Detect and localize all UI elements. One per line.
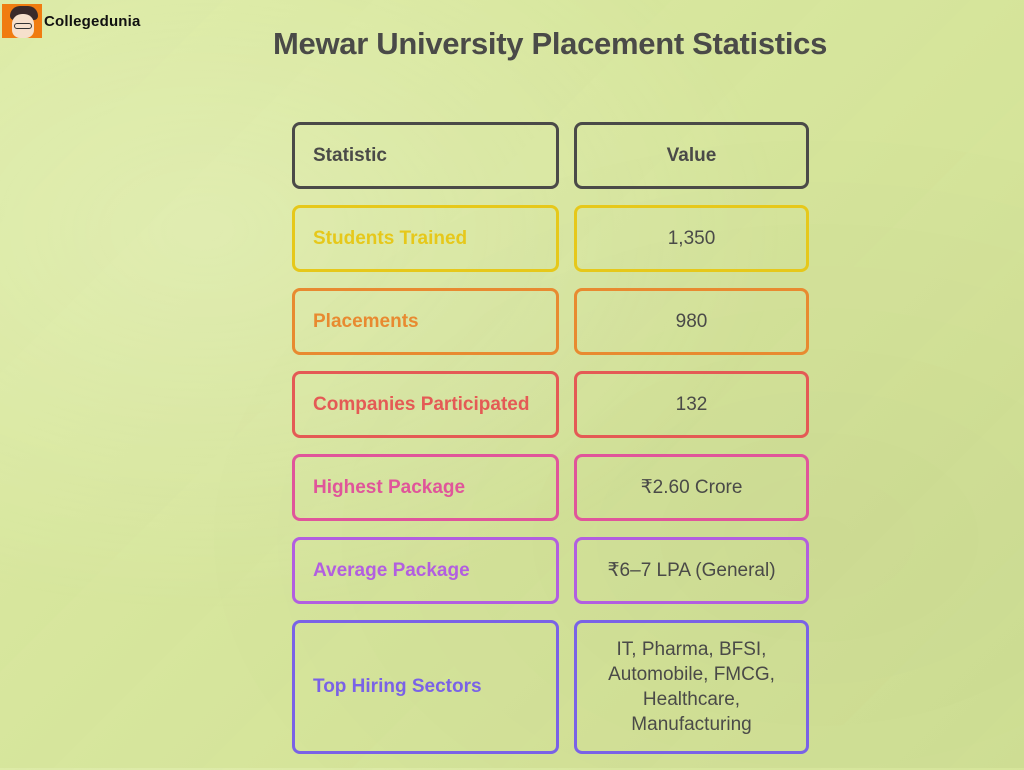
statistic-value: IT, Pharma, BFSI, Automobile, FMCG, Healthcare, Manufacturing <box>574 620 809 754</box>
table-row <box>292 537 809 604</box>
header-statistic: Statistic <box>292 122 559 189</box>
table-row <box>292 454 809 521</box>
table-header-row <box>292 122 809 189</box>
statistic-label: Placements <box>292 288 559 355</box>
statistic-label: Top Hiring Sectors <box>292 620 559 754</box>
statistic-label: Highest Package <box>292 454 559 521</box>
page-title: Mewar University Placement Statistics <box>272 26 828 61</box>
statistic-label: Students Trained <box>292 205 559 272</box>
brand-name: Collegedunia <box>44 12 141 30</box>
statistic-label: Companies Participated <box>292 371 559 438</box>
statistic-value: 980 <box>574 288 809 355</box>
table-row <box>292 205 809 272</box>
statistic-value: 1,350 <box>574 205 809 272</box>
table-row <box>292 620 809 754</box>
table-row <box>292 371 809 438</box>
statistic-value: ₹6–7 LPA (General) <box>574 537 809 604</box>
table-row <box>292 288 809 355</box>
header-value: Value <box>574 122 809 189</box>
statistic-value: ₹2.60 Crore <box>574 454 809 521</box>
statistic-value: 132 <box>574 371 809 438</box>
statistic-label: Average Package <box>292 537 559 604</box>
stats-table <box>292 122 809 770</box>
